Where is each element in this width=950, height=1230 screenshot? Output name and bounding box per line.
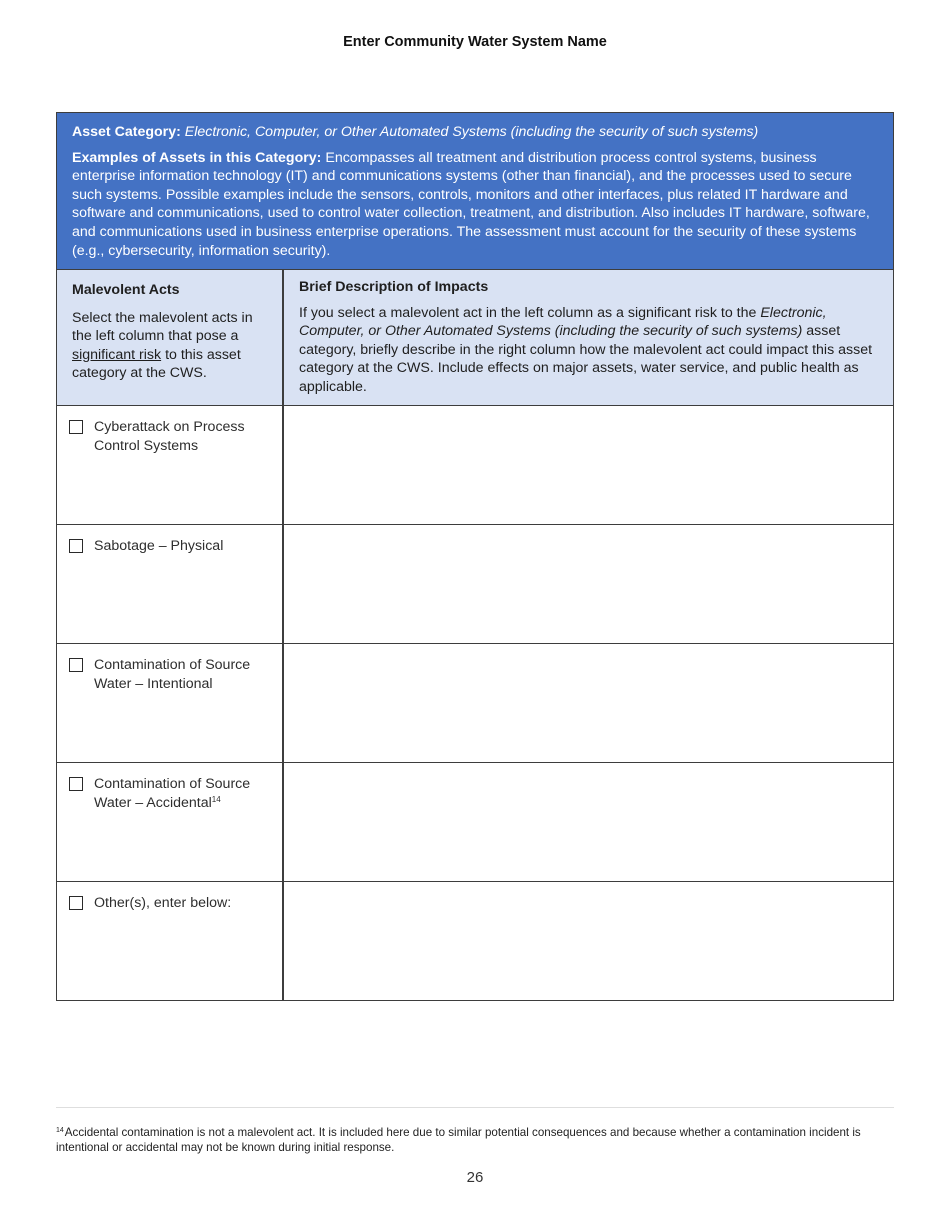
act-label-text: Sabotage – Physical — [94, 538, 224, 554]
act-cell — [57, 763, 284, 881]
asset-category-line — [72, 123, 877, 142]
asset-category-header — [57, 113, 893, 269]
act-label-text: Cyberattack on Process Control Systems — [94, 419, 245, 454]
instr-text-2: to this asset category at the CWS. — [72, 346, 241, 381]
act-checkbox[interactable] — [69, 658, 83, 672]
act-label — [94, 656, 274, 693]
asset-examples-text: Encompasses all treatment and distribution process control systems, business enterprise information technology (IT) and communications systems (other than financial), and the processes used to secure such systems. Possible examples include the sensors, controls, monitors and other interfaces, plus related IT hardware and software and communications, used to control water collection, treatment, and distribution. Also includes IT hardware, software, and communications used in business enterprise operations. The assessment must account for the security of these systems (e.g., cybersecurity, information security). — [72, 149, 870, 259]
act-label-text: Contamination of Source Water – Intentional — [94, 657, 251, 692]
footnote-number: 14 — [56, 1127, 64, 1134]
act-label-text: Other(s), enter below: — [94, 895, 232, 911]
impact-description-field[interactable] — [284, 763, 893, 881]
act-row — [57, 524, 893, 643]
act-label — [94, 537, 223, 556]
act-checkbox[interactable] — [69, 896, 83, 910]
impact-description-field[interactable] — [284, 644, 893, 762]
act-label-text: Contamination of Source Water – Accidental — [94, 776, 251, 811]
asset-examples — [72, 149, 877, 261]
impact-description-field[interactable] — [284, 525, 893, 643]
asset-category-name: Electronic, Computer, or Other Automated Systems (including the security of such systems) — [184, 124, 759, 140]
act-cell — [57, 406, 284, 524]
act-label — [94, 894, 231, 913]
impacts-title: Brief Description of Impacts — [299, 279, 489, 295]
act-row — [57, 643, 893, 762]
column-headers — [57, 269, 893, 405]
act-checkbox[interactable] — [69, 420, 83, 434]
malevolent-acts-instructions — [72, 310, 253, 382]
impacts-header — [284, 270, 893, 405]
impacts-instr-category: Electronic, Computer, or Other Automated Systems (including the security of such systems) — [299, 304, 827, 340]
act-cell — [57, 525, 284, 643]
impact-description-field[interactable] — [284, 406, 893, 524]
impacts-instr-2: asset category, briefly describe in the right column how the malevolent act could impact this asset category at the CWS. Include effects on major assets, water service, and public health as applicable. — [299, 323, 873, 395]
act-row — [57, 881, 893, 1000]
significant-risk-link[interactable]: significant risk — [72, 346, 162, 363]
footnote-text: Accidental contamination is not a malevolent act. It is included here due to similar potential consequences and because whether a contamination incident is intentional or accidental may not be known during initial response. — [56, 1126, 861, 1154]
asset-category-form — [56, 112, 894, 1001]
page-number: 26 — [466, 1169, 484, 1186]
act-label — [94, 775, 274, 812]
act-cell — [57, 644, 284, 762]
asset-category-label: Asset Category: — [72, 124, 181, 140]
act-cell — [57, 882, 284, 1000]
footnote-ref[interactable]: 14 — [211, 794, 221, 804]
footnote — [56, 1125, 894, 1155]
act-label — [94, 418, 274, 455]
malevolent-acts-title: Malevolent Acts — [72, 282, 180, 298]
page-header[interactable]: Enter Community Water System Name — [343, 34, 607, 50]
instr-text-1: Select the malevolent acts in the left column that pose a — [72, 309, 253, 344]
impacts-instr-1: If you select a malevolent act in the left column as a significant risk to the — [299, 304, 757, 321]
asset-examples-label: Examples of Assets in this Category: — [72, 149, 322, 166]
act-checkbox[interactable] — [69, 539, 83, 553]
act-row — [57, 762, 893, 881]
malevolent-acts-header — [57, 270, 284, 405]
act-row — [57, 405, 893, 524]
footnote-divider — [56, 1107, 894, 1108]
impacts-instructions — [299, 305, 872, 395]
impact-description-field[interactable] — [284, 882, 893, 1000]
act-checkbox[interactable] — [69, 777, 83, 791]
